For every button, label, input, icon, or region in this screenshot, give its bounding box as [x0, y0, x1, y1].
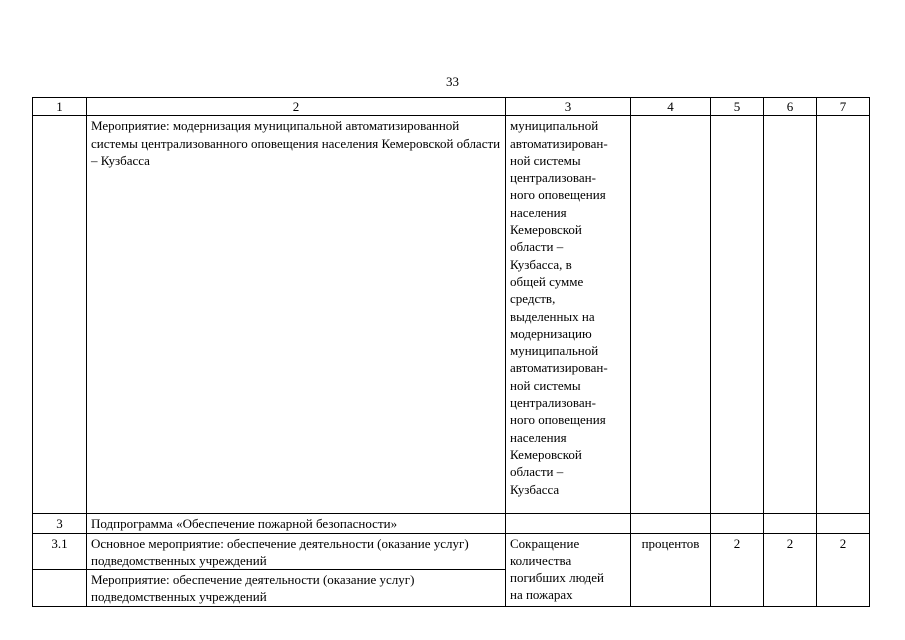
indicator-line: централизован- — [510, 395, 596, 411]
indicator-line: модернизацию — [510, 325, 592, 341]
header-cell-3: 3 — [506, 98, 631, 116]
indicator-line: Кузбасса, в — [510, 256, 572, 272]
indicator-name-cell — [506, 514, 631, 533]
indicator-line: населения — [510, 429, 567, 445]
value-cell — [711, 116, 764, 514]
unit-cell: процентов — [631, 533, 711, 606]
table-row-subprogram — [33, 514, 870, 533]
indicator-line: ной системы — [510, 377, 581, 393]
value-cell-7: 2 — [817, 533, 870, 606]
header-cell-7: 7 — [817, 98, 870, 116]
value-cell — [817, 116, 870, 514]
indicator-line: области – — [510, 239, 564, 255]
indicator-line: количества — [510, 552, 572, 568]
header-cell-4: 4 — [631, 98, 711, 116]
indicator-name-cell — [506, 116, 631, 514]
page-number: 33 — [446, 74, 459, 89]
table-row-modernization — [33, 116, 870, 514]
indicator-name-cell — [506, 533, 631, 606]
indicator-line: выделенных на — [510, 308, 595, 324]
value-cell-5: 2 — [711, 533, 764, 606]
header-cell-5: 5 — [711, 98, 764, 116]
indicator-line: погибших людей — [510, 570, 604, 586]
event-name-cell: Мероприятие: модернизация муниципальной автоматизированной системы централизованного оповещения населения Кемеровской области – Кузбасса — [87, 116, 506, 514]
indicator-line: муниципальной — [510, 118, 599, 134]
indicator-line: области – — [510, 464, 564, 480]
unit-cell — [631, 514, 711, 533]
value-cell — [817, 514, 870, 533]
header-cell-2: 2 — [87, 98, 506, 116]
indicator-line: Кемеровской — [510, 222, 582, 238]
event-name-cell: Мероприятие: обеспечение деятельности (оказание услуг) подведомственных учреждений — [87, 570, 506, 607]
indicator-line: ной системы — [510, 152, 581, 168]
indicator-line: населения — [510, 204, 567, 220]
value-cell — [764, 116, 817, 514]
indicator-line: автоматизирован- — [510, 135, 608, 151]
row-number-cell: 3 — [33, 514, 87, 533]
indicator-line: ного оповещения — [510, 187, 606, 203]
indicator-line: средств, — [510, 291, 556, 307]
header-cell-6: 6 — [764, 98, 817, 116]
indicator-line: на пожарах — [510, 587, 573, 603]
value-cell-6: 2 — [764, 533, 817, 606]
header-cell-1: 1 — [33, 98, 87, 116]
indicator-line: общей сумме — [510, 273, 584, 289]
indicator-line: Кемеровской — [510, 446, 582, 462]
indicator-line: централизован- — [510, 170, 596, 186]
indicators-table — [32, 97, 870, 607]
indicator-line: Сокращение — [510, 535, 580, 551]
indicator-line: Кузбасса — [510, 481, 560, 497]
subprogram-name-cell: Подпрограмма «Обеспечение пожарной безопасности» — [87, 514, 506, 533]
row-number-cell — [33, 116, 87, 514]
indicator-line: муниципальной — [510, 343, 599, 359]
indicator-line: ного оповещения — [510, 412, 606, 428]
unit-cell — [631, 116, 711, 514]
event-name-cell: Основное мероприятие: обеспечение деятельности (оказание услуг) подведомственных учреждений — [87, 533, 506, 570]
header-row — [33, 98, 870, 116]
value-cell — [764, 514, 817, 533]
table-row-main-event — [33, 533, 870, 570]
row-number-cell: 3.1 — [33, 533, 87, 570]
indicator-line: автоматизирован- — [510, 360, 608, 376]
value-cell — [711, 514, 764, 533]
row-number-cell — [33, 570, 87, 607]
